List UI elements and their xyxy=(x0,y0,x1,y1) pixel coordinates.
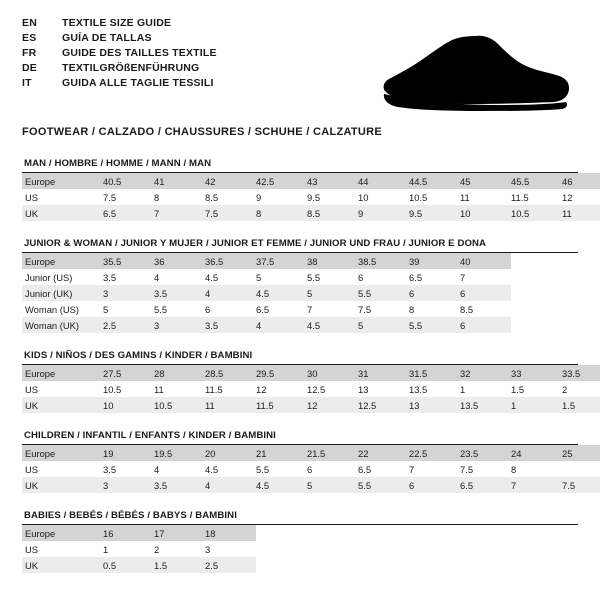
size-cell: 7 xyxy=(511,477,562,493)
size-cell: 10 xyxy=(103,397,154,413)
table-row xyxy=(22,541,256,557)
language-guide-title: GUÍA DE TALLAS xyxy=(62,32,152,44)
size-cell: 36.5 xyxy=(205,253,256,269)
size-cell: 45 xyxy=(460,173,511,189)
size-section xyxy=(22,350,581,413)
size-cell: 31.5 xyxy=(409,365,460,381)
size-cell: 4 xyxy=(205,477,256,493)
size-section xyxy=(22,238,578,333)
page-title: FOOTWEAR / CALZADO / CHAUSSURES / SCHUHE / CALZATURE xyxy=(22,126,383,138)
size-cell: 11.5 xyxy=(205,381,256,397)
table-row xyxy=(22,525,256,541)
table-row xyxy=(22,397,600,413)
size-cell: 10.5 xyxy=(154,397,205,413)
size-cell: 19 xyxy=(103,445,154,461)
row-label: UK xyxy=(22,205,103,221)
language-guide-title: TEXTILGRÖßENFÜHRUNG xyxy=(62,62,200,74)
header xyxy=(22,16,578,112)
size-cell: 1.5 xyxy=(562,397,600,413)
size-cell: 5.5 xyxy=(154,301,205,317)
size-cell: 3 xyxy=(103,477,154,493)
size-cell: 12 xyxy=(256,381,307,397)
table-row xyxy=(22,461,600,477)
size-cell: 12.5 xyxy=(307,381,358,397)
table-row xyxy=(22,477,600,493)
size-cell: 7.5 xyxy=(103,189,154,205)
size-cell: 10.5 xyxy=(409,189,460,205)
size-cell: 5 xyxy=(307,477,358,493)
size-cell: 6.5 xyxy=(256,301,307,317)
section-title: BABIES / BEBÉS / BÉBÉS / BABYS / BAMBINI xyxy=(24,510,237,521)
size-cell: 8.5 xyxy=(460,301,511,317)
table-row xyxy=(22,269,511,285)
language-row xyxy=(22,61,217,76)
size-cell: 10.5 xyxy=(511,205,562,221)
language-code: EN xyxy=(22,17,37,29)
size-table xyxy=(22,525,256,573)
size-cell: 19.5 xyxy=(154,445,205,461)
table-row xyxy=(22,253,511,269)
row-label: Woman (UK) xyxy=(22,317,103,333)
section-title: MAN / HOMBRE / HOMME / MANN / MAN xyxy=(24,158,212,169)
size-cell: 1 xyxy=(460,381,511,397)
size-cell: 17 xyxy=(154,525,205,541)
size-cell: 3.5 xyxy=(103,461,154,477)
size-cell: 6.5 xyxy=(103,205,154,221)
size-cell: 7.5 xyxy=(562,477,600,493)
size-cell: 1.5 xyxy=(154,557,205,573)
size-cell: 7.5 xyxy=(460,461,511,477)
size-cell: 40.5 xyxy=(103,173,154,189)
row-label: Junior (UK) xyxy=(22,285,103,301)
size-cell: 5.5 xyxy=(307,269,358,285)
row-label: Europe xyxy=(22,365,103,381)
size-cell: 2 xyxy=(154,541,205,557)
size-cell: 2.5 xyxy=(103,317,154,333)
size-cell: 41 xyxy=(154,173,205,189)
language-code: FR xyxy=(22,47,37,59)
size-cell: 3 xyxy=(154,317,205,333)
dress-shoe-silhouette-icon xyxy=(380,34,570,112)
size-cell: 18 xyxy=(205,525,256,541)
size-cell: 28 xyxy=(154,365,205,381)
row-label: UK xyxy=(22,557,103,573)
size-section xyxy=(22,158,578,221)
size-cell: 35.5 xyxy=(103,253,154,269)
size-cell: 42 xyxy=(205,173,256,189)
size-cell: 4.5 xyxy=(205,461,256,477)
size-cell: 22 xyxy=(358,445,409,461)
row-label: US xyxy=(22,189,103,205)
size-cell: 2 xyxy=(562,381,600,397)
size-cell: 9 xyxy=(358,205,409,221)
size-cell: 6 xyxy=(358,269,409,285)
size-cell: 1 xyxy=(103,541,154,557)
size-cell: 38 xyxy=(307,253,358,269)
size-cell: 8 xyxy=(154,189,205,205)
size-cell: 10 xyxy=(358,189,409,205)
row-label: Woman (US) xyxy=(22,301,103,317)
language-guide-title: GUIDE DES TAILLES TEXTILE xyxy=(62,47,217,59)
size-cell: 7 xyxy=(409,461,460,477)
size-cell: 12 xyxy=(562,189,600,205)
size-cell: 21.5 xyxy=(307,445,358,461)
size-sections xyxy=(22,158,581,573)
size-cell: 33 xyxy=(511,365,562,381)
row-label: Europe xyxy=(22,253,103,269)
size-cell: 44.5 xyxy=(409,173,460,189)
size-cell: 44 xyxy=(358,173,409,189)
size-section xyxy=(22,510,578,573)
size-cell: 8.5 xyxy=(307,205,358,221)
size-cell: 5.5 xyxy=(358,477,409,493)
size-cell: 39 xyxy=(409,253,460,269)
size-cell: 3.5 xyxy=(205,317,256,333)
table-row xyxy=(22,173,600,189)
language-code: DE xyxy=(22,62,37,74)
row-label: US xyxy=(22,461,103,477)
size-cell: 11 xyxy=(562,205,600,221)
size-cell: 40 xyxy=(460,253,511,269)
size-cell: 21 xyxy=(256,445,307,461)
size-cell: 9.5 xyxy=(307,189,358,205)
size-cell: 16 xyxy=(103,525,154,541)
size-cell: 8 xyxy=(256,205,307,221)
size-cell: 4 xyxy=(154,269,205,285)
size-cell: 6.5 xyxy=(460,477,511,493)
row-label: UK xyxy=(22,397,103,413)
size-cell xyxy=(562,461,600,477)
size-cell: 2.5 xyxy=(205,557,256,573)
size-cell: 13.5 xyxy=(460,397,511,413)
size-cell: 13.5 xyxy=(409,381,460,397)
row-label: Europe xyxy=(22,525,103,541)
size-cell: 46 xyxy=(562,173,600,189)
language-row xyxy=(22,16,217,31)
size-cell: 4 xyxy=(154,461,205,477)
size-cell: 31 xyxy=(358,365,409,381)
language-guide-title: GUIDA ALLE TAGLIE TESSILI xyxy=(62,77,214,89)
size-cell: 4.5 xyxy=(256,285,307,301)
size-cell: 10 xyxy=(460,205,511,221)
size-cell: 5 xyxy=(103,301,154,317)
table-row xyxy=(22,285,511,301)
size-section xyxy=(22,430,578,493)
size-cell: 5.5 xyxy=(358,285,409,301)
size-cell: 3.5 xyxy=(103,269,154,285)
table-row xyxy=(22,445,600,461)
size-cell: 10.5 xyxy=(103,381,154,397)
size-cell: 6 xyxy=(409,477,460,493)
size-cell: 9 xyxy=(256,189,307,205)
section-title: KIDS / NIÑOS / DES GAMINS / KINDER / BAMBINI xyxy=(24,350,253,361)
table-row xyxy=(22,381,600,397)
size-cell: 32 xyxy=(460,365,511,381)
table-row xyxy=(22,189,600,205)
size-cell: 27.5 xyxy=(103,365,154,381)
size-cell: 8 xyxy=(511,461,562,477)
size-cell: 8 xyxy=(409,301,460,317)
table-row xyxy=(22,301,511,317)
size-cell: 1.5 xyxy=(511,381,562,397)
table-row xyxy=(22,205,600,221)
section-title: CHILDREN / INFANTIL / ENFANTS / KINDER / BAMBINI xyxy=(24,430,276,441)
size-cell: 12.5 xyxy=(358,397,409,413)
language-row xyxy=(22,31,217,46)
size-table xyxy=(22,365,600,413)
row-label: US xyxy=(22,541,103,557)
size-cell: 0.5 xyxy=(103,557,154,573)
size-cell: 5 xyxy=(358,317,409,333)
size-cell: 3 xyxy=(103,285,154,301)
size-cell: 13 xyxy=(358,381,409,397)
table-row xyxy=(22,557,256,573)
size-cell: 37.5 xyxy=(256,253,307,269)
size-cell: 4 xyxy=(256,317,307,333)
size-cell: 23.5 xyxy=(460,445,511,461)
row-label: UK xyxy=(22,477,103,493)
size-cell: 5.5 xyxy=(409,317,460,333)
size-cell: 11 xyxy=(460,189,511,205)
language-row xyxy=(22,76,217,91)
size-cell: 11.5 xyxy=(256,397,307,413)
size-cell: 12 xyxy=(307,397,358,413)
size-cell: 11 xyxy=(205,397,256,413)
size-cell: 28.5 xyxy=(205,365,256,381)
size-cell: 6.5 xyxy=(358,461,409,477)
size-cell: 7.5 xyxy=(205,205,256,221)
size-cell: 1 xyxy=(511,397,562,413)
size-cell: 9.5 xyxy=(409,205,460,221)
section-title: JUNIOR & WOMAN / JUNIOR Y MUJER / JUNIOR ET FEMME / JUNIOR UND FRAU / JUNIOR E DONA xyxy=(24,238,487,249)
size-cell: 5.5 xyxy=(256,461,307,477)
size-table xyxy=(22,445,600,493)
size-cell: 3.5 xyxy=(154,285,205,301)
size-cell: 11.5 xyxy=(511,189,562,205)
size-cell: 6 xyxy=(205,301,256,317)
table-row xyxy=(22,365,600,381)
size-cell: 7 xyxy=(154,205,205,221)
size-cell: 4.5 xyxy=(256,477,307,493)
size-cell: 7 xyxy=(307,301,358,317)
size-cell: 6 xyxy=(460,317,511,333)
size-cell: 43 xyxy=(307,173,358,189)
size-cell: 5 xyxy=(307,285,358,301)
size-cell: 4.5 xyxy=(307,317,358,333)
row-label: Europe xyxy=(22,445,103,461)
size-cell: 6 xyxy=(307,461,358,477)
size-cell: 24 xyxy=(511,445,562,461)
size-cell: 6.5 xyxy=(409,269,460,285)
size-cell: 5 xyxy=(256,269,307,285)
size-cell: 20 xyxy=(205,445,256,461)
size-cell: 38.5 xyxy=(358,253,409,269)
size-cell: 7 xyxy=(460,269,511,285)
size-cell: 7.5 xyxy=(358,301,409,317)
language-row xyxy=(22,46,217,61)
size-cell: 29.5 xyxy=(256,365,307,381)
size-cell: 25 xyxy=(562,445,600,461)
row-label: Europe xyxy=(22,173,103,189)
size-cell: 4 xyxy=(205,285,256,301)
size-cell: 36 xyxy=(154,253,205,269)
language-title-list xyxy=(22,16,217,91)
size-cell: 6 xyxy=(460,285,511,301)
language-code: IT xyxy=(22,77,32,89)
size-table xyxy=(22,173,600,221)
size-cell: 3.5 xyxy=(154,477,205,493)
size-cell: 33.5 xyxy=(562,365,600,381)
language-code: ES xyxy=(22,32,37,44)
size-cell: 3 xyxy=(205,541,256,557)
size-cell: 22.5 xyxy=(409,445,460,461)
size-cell: 45.5 xyxy=(511,173,562,189)
table-row xyxy=(22,317,511,333)
size-cell: 8.5 xyxy=(205,189,256,205)
size-cell: 6 xyxy=(409,285,460,301)
row-label: US xyxy=(22,381,103,397)
size-cell: 4.5 xyxy=(205,269,256,285)
language-title-list-body xyxy=(22,16,217,91)
size-table xyxy=(22,253,511,333)
size-cell: 30 xyxy=(307,365,358,381)
size-cell: 11 xyxy=(154,381,205,397)
row-label: Junior (US) xyxy=(22,269,103,285)
language-guide-title: TEXTILE SIZE GUIDE xyxy=(62,17,172,29)
size-cell: 13 xyxy=(409,397,460,413)
size-cell: 42.5 xyxy=(256,173,307,189)
